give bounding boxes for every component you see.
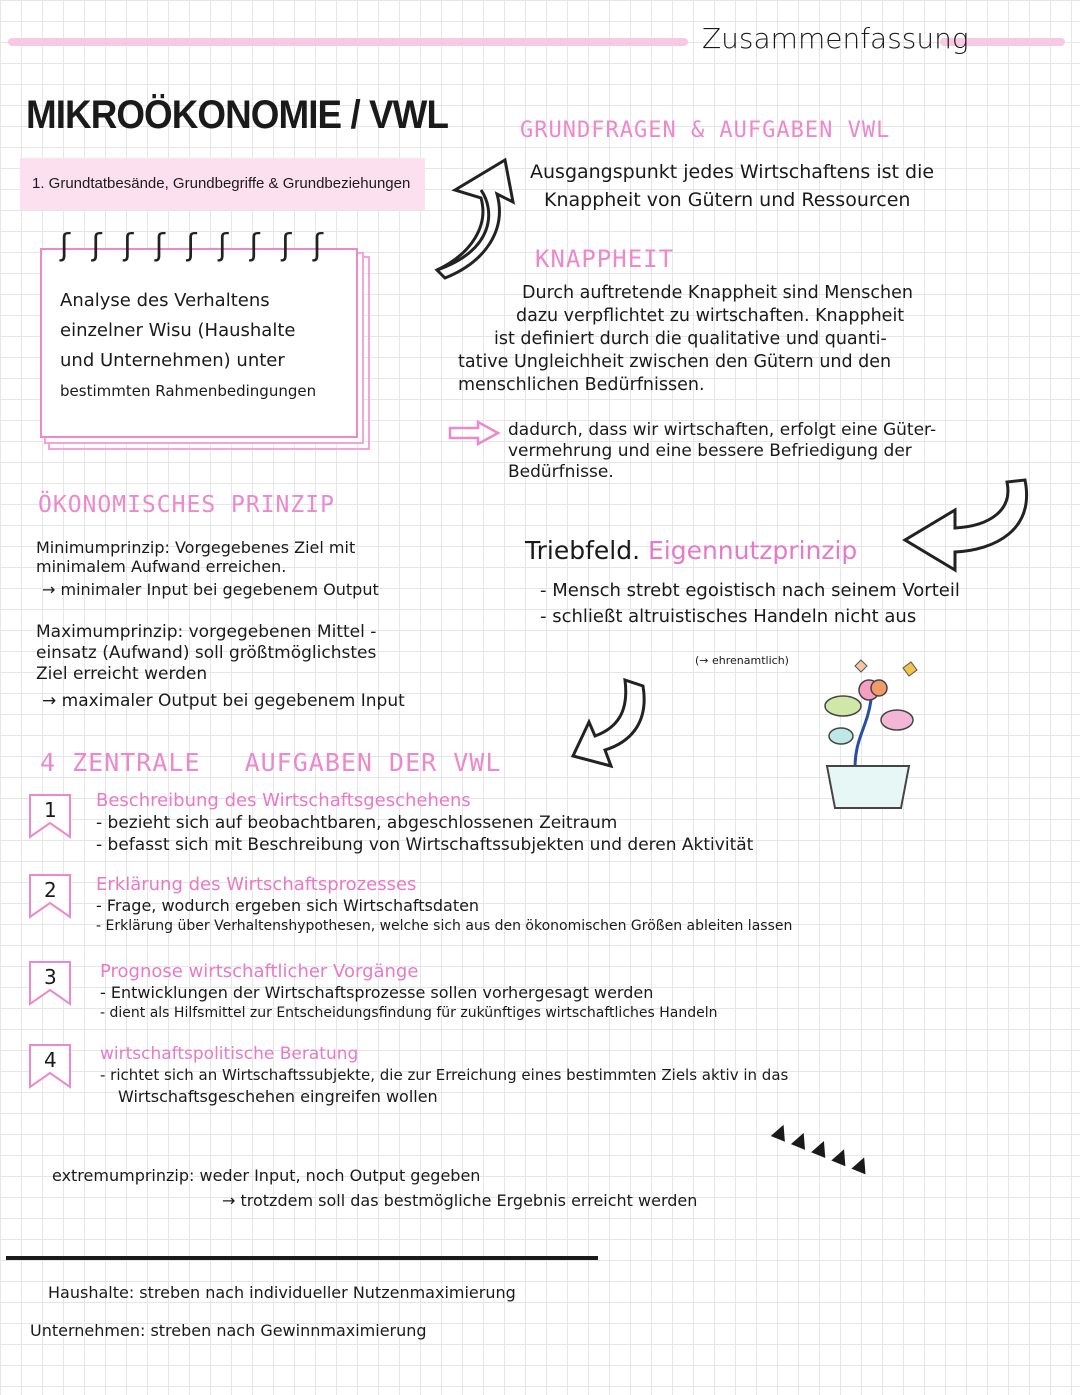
minimumprinzip [36, 538, 379, 599]
aufgaben-heading [40, 748, 501, 777]
note-line: bestimmten Rahmenbedingungen [60, 382, 317, 400]
bookmark-number: 1 [44, 798, 57, 822]
aufgabe-line: Wirtschaftsgeschehen eingreifen wollen [118, 1087, 438, 1106]
extremum-line: extremumprinzip: weder Input, noch Output gegeben [52, 1166, 481, 1185]
spiral-rings: ʃ ʃ ʃ ʃ ʃ ʃ ʃ ʃ ʃ [60, 228, 329, 263]
aufgabe-3 [100, 961, 718, 1024]
triangle-decoration: ▲ ▲ ▲ ▲ ▲ [769, 1116, 874, 1177]
knappheit-line: ist definiert durch die qualitative und quanti- [494, 329, 887, 349]
aufgaben-heading-b: AUFGABEN DER VWL [244, 748, 502, 777]
aufgabe-line: - richtet sich an Wirtschaftssubjekte, die zur Erreichung eines bestimmten Ziels aktiv in das [100, 1066, 789, 1084]
maximumprinzip [36, 622, 405, 712]
haushalte-line: Haushalte: streben nach individueller Nutzenmaximierung [48, 1283, 516, 1302]
flower-pot-icon [815, 658, 925, 818]
knappheit-conclusion [508, 420, 936, 483]
triebfeder-label: Triebfeld. [525, 536, 641, 565]
minimum-line: Minimumprinzip: Vorgegebenes Ziel mit [36, 538, 356, 557]
knappheit-line: tative Ungleichheit zwischen den Gütern und den [458, 352, 892, 372]
subtitle: 1. Grundtatbesände, Grundbegriffe & Grundbeziehungen [32, 175, 411, 192]
knappheit-line: Durch auftretende Knappheit sind Menschen [522, 283, 913, 303]
note-line: und Unternehmen) unter [60, 350, 285, 371]
note-line: einzelner Wisu (Haushalte [60, 320, 296, 341]
triebfeder-item: - Mensch strebt egoistisch nach seinem Vorteil [540, 580, 960, 601]
aufgabe-line: - dient als Hilfsmittel zur Entscheidungsfindung für zukünftiges wirtschaftliches Handeln [100, 1005, 718, 1021]
extremum-line: → trotzdem soll das bestmögliche Ergebnis erreicht werden [222, 1191, 698, 1210]
knappheit-heading: KNAPPHEIT [535, 245, 675, 273]
conclusion-line: dadurch, dass wir wirtschaften, erfolgt eine Güter- [508, 420, 937, 440]
triebfeder-item: - schließt altruistisches Handeln nicht aus [540, 606, 917, 627]
triebfeder-heading [525, 536, 857, 565]
note-line: Analyse des Verhaltens [60, 290, 270, 311]
aufgaben-heading-a: 4 ZENTRALE [40, 748, 201, 777]
conclusion-line: vermehrung und eine bessere Befriedigung der [508, 441, 912, 461]
bookmark-number: 4 [44, 1048, 57, 1072]
aufgabe-1 [96, 790, 753, 856]
bookmark-number: 3 [44, 965, 57, 989]
header-rule-left [8, 38, 688, 46]
minimum-line: minimalem Aufwand erreichen. [36, 557, 287, 576]
curved-arrow-down-left-icon [895, 470, 1045, 580]
aufgabe-line: - Erklärung über Verhaltenshypothesen, welche sich aus den ökonomischen Größen ableiten lassen [96, 918, 793, 934]
aufgabe-title: wirtschaftspolitische Beratung [100, 1044, 359, 1064]
maximum-line: Ziel erreicht werden [36, 664, 208, 684]
oekonomisches-prinzip-heading: ÖKONOMISCHES PRINZIP [38, 492, 335, 518]
page-label: Zusammenfassung [702, 22, 969, 55]
grundfragen-text [530, 158, 934, 214]
grundfragen-heading: GRUNDFRAGEN & AUFGABEN VWL [520, 118, 891, 143]
knappheit-text [458, 282, 913, 397]
triebfeder-note: (→ ehrenamtlich) [695, 654, 789, 667]
unternehmen-line: Unternehmen: streben nach Gewinnmaximierung [30, 1321, 427, 1340]
curved-arrow-up-icon [425, 150, 525, 280]
aufgabe-line: - Entwicklungen der Wirtschaftsprozesse sollen vorhergesagt werden [100, 983, 654, 1002]
knappheit-line: dazu verpflichtet zu wirtschaften. Knappheit [516, 306, 905, 326]
page-title: MIKROÖKONOMIE / VWL [26, 93, 449, 137]
grundfragen-line: Knappheit von Gütern und Ressourcen [544, 189, 911, 211]
aufgabe-title: Erklärung des Wirtschaftsprozesses [96, 874, 417, 895]
aufgabe-title: Prognose wirtschaftlicher Vorgänge [100, 961, 419, 982]
minimum-line: → minimaler Input bei gegebenem Output [42, 580, 379, 599]
maximum-line: einsatz (Aufwand) soll größtmöglichstes [36, 643, 377, 663]
aufgabe-2 [96, 874, 1056, 937]
grundfragen-line: Ausgangspunkt jedes Wirtschaftens ist die [530, 161, 935, 183]
aufgabe-title: Beschreibung des Wirtschaftsgeschehens [96, 790, 471, 811]
aufgabe-4 [100, 1044, 788, 1107]
eigennutzprinzip-label: Eigennutzprinzip [647, 536, 858, 565]
conclusion-line: Bedürfnisse. [508, 462, 614, 482]
note-card-text [60, 286, 316, 406]
divider [6, 1256, 598, 1260]
bookmark-number: 2 [44, 878, 57, 902]
aufgabe-line: - bezieht sich auf beobachtbaren, abgeschlossenen Zeitraum [96, 813, 618, 833]
extremumprinzip [52, 1163, 697, 1213]
hollow-arrow-right-icon [448, 420, 500, 446]
aufgabe-line: - Frage, wodurch ergeben sich Wirtschaftsdaten [96, 896, 480, 915]
aufgabe-line: - befasst sich mit Beschreibung von Wirtschaftssubjekten und deren Aktivität [96, 835, 754, 855]
knappheit-line: menschlichen Bedürfnissen. [458, 375, 705, 395]
maximum-line: Maximumprinzip: vorgegebenen Mittel - [36, 622, 377, 642]
curved-arrow-down-icon [565, 672, 655, 772]
maximum-line: → maximaler Output bei gegebenem Input [42, 691, 405, 711]
triebfeder-list [540, 580, 1040, 628]
